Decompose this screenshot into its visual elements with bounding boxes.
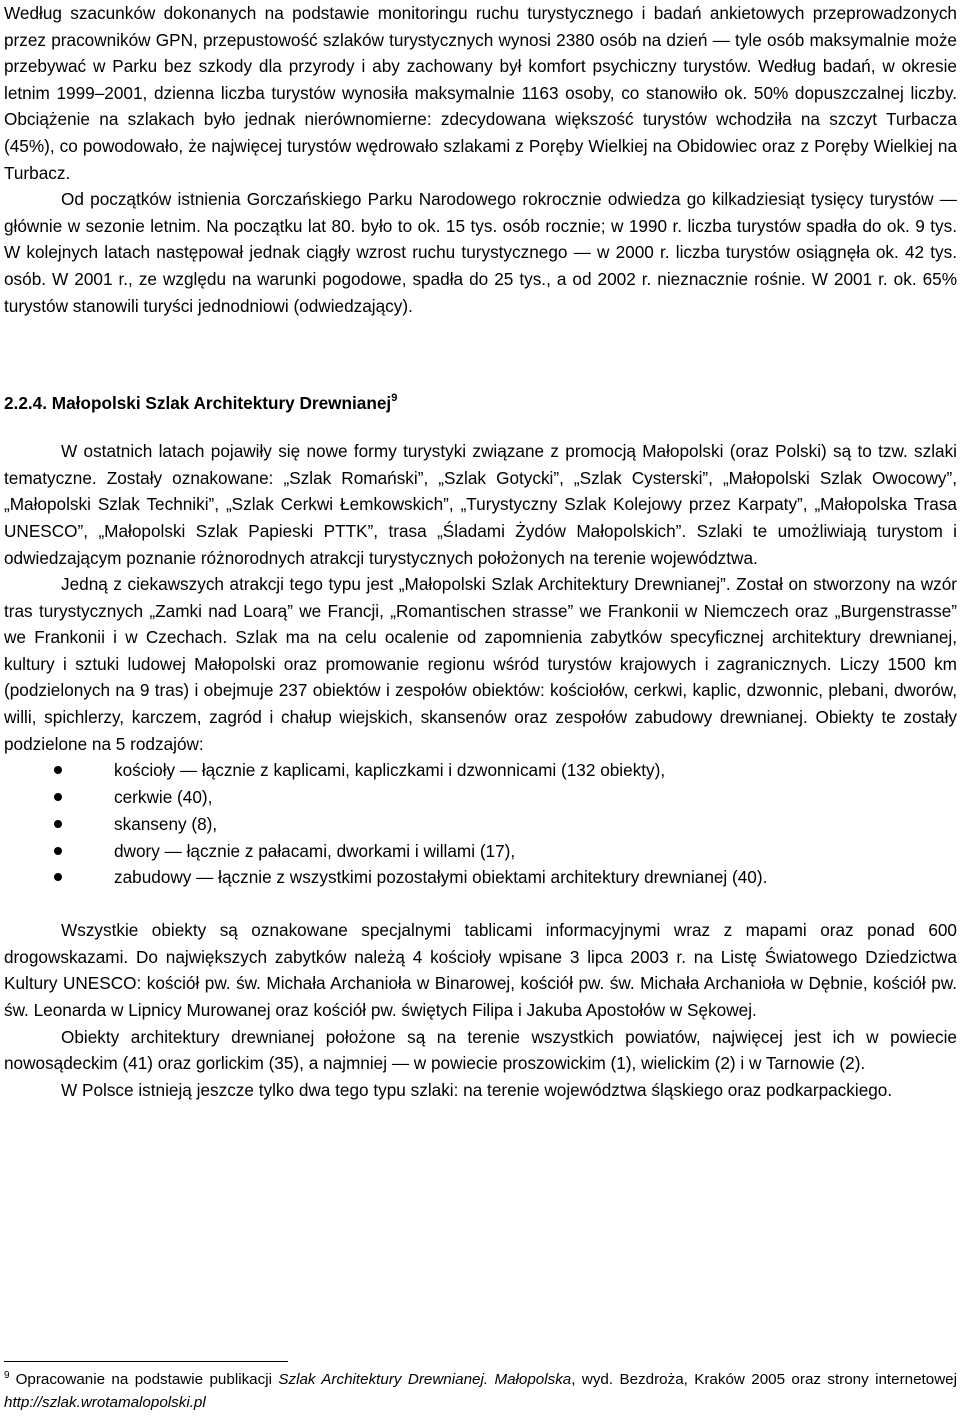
paragraph-gpn-capacity: Według szacunków dokonanych na podstawie monitoringu ruchu turystycznego i badań ankietowych przeprowadzonych przez pracowników GPN, przepustowość szlaków turystycznych wynosi 2380 osób na dzień — tyle osób maksymalnie może przebywać w Parku bez szkody dla przyrody i aby zachowany był komfort psychiczny turystów. Według badań, w okresie letnim 1999–2001, dzienna liczba turystów wynosiła maksymalnie 1163 osoby, co stanowiło ok. 50% dopuszczalnej liczby. Obciążenie na szlakach było jednak nierównomierne: zdecydowana większość turystów wchodziła na szczyt Turbacza (45%), co powodowało, że najwięcej turystów wędrowało szlakami z Poręby Wielkiej na Obidowiec oraz z Poręby Wielkiej na Turbacz. (4, 3, 957, 183)
footnote-reference: 9 (391, 392, 398, 405)
section-number: 2.2.4. (4, 393, 48, 414)
list-item: cerkwie (40), (4, 784, 957, 811)
object-types-list (4, 757, 957, 891)
footnote-url: http://szlak.wrotamalopolski.pl (4, 1394, 206, 1411)
list-item: skanseny (8), (4, 811, 957, 838)
section-heading (4, 390, 957, 416)
paragraph-gpn-visitors: Od początków istnienia Gorczańskiego Parku Narodowego rokrocznie odwiedza go kilkadziesiąt tysięcy turystów — głównie w sezonie letnim. Na początku lat 80. było to ok. 15 tys. osób rocznie; w 1990 r. liczba turystów spadła do ok. 9 tys. W kolejnych latach następował jednak ciągły wzrost ruchu turystycznego — w 2000 r. liczba turystów osiągnęła ok. 42 tys. osób. W 2001 r., ze względu na warunki pogodowe, spadła do 25 tys., a od 2002 r. nieznacznie rośnie. W 2001 r. ok. 65% turystów stanowili turyści jednodniowi (odwiedzający). (4, 189, 957, 316)
paragraph-districts: Obiekty architektury drewnianej położone są na terenie wszystkich powiatów, najwięcej jest ich w powiecie nowosądeckim (41) oraz gorlickim (35), a najmniej — w powiecie proszowickim (1), wielickim (2) i w Tarnowie (2). (4, 1026, 957, 1074)
paragraph-wooden-architecture-trail: Jedną z ciekawszych atrakcji tego typu jest „Małopolski Szlak Architektury Drewnianej”. Został on stworzony na wzór tras turystycznych „Zamki nad Loarą” we Francji, „Romantischen strasse” we Frankonii w Niemczech oraz „Burgenstrasse” we Frankonii i w Czechach. Szlak ma na celu ocalenie od zapomnienia zabytków specyficznej architektury drewnianej, kultury i sztuki ludowej Małopolski oraz promowanie regionu wśród turystów krajowych i zagranicznych. Liczy 1500 km (podzielonych na 9 tras) i obejmuje 237 obiektów i zespołów obiektów: kościołów, cerkwi, kaplic, dzwonnic, plebani, dworów, willi, spichlerzy, karczem, zagród i chałup wiejskich, skansenów oraz zespołów zabudowy drewnianej. Obiekty te zostały podzielone na 5 rodzajów: (4, 574, 957, 754)
list-item: dwory — łącznie z pałacami, dworkami i willami (17), (4, 838, 957, 865)
list-item: kościoły — łącznie z kaplicami, kapliczkami i dzwonnicami (132 obiekty), (4, 757, 957, 784)
bullet-icon (54, 793, 62, 801)
spacer (4, 416, 957, 438)
paragraph-signage-unesco: Wszystkie obiekty są oznakowane specjalnymi tablicami informacyjnymi wraz z mapami oraz ponad 600 drogowskazami. Do największych zabytków należą 4 kościoły wpisane 3 lipca 2003 r. na Listę Światowego Dziedzictwa Kultury UNESCO: kościół pw. św. Michała Archanioła w Binarowej, kościół pw. św. Michała Archanioła w Dębnie, kościół pw. św. Leonarda w Lipnicy Murowanej oraz kościół pw. świętych Filipa i Jakuba Apostołów w Sękowej. (4, 920, 957, 1021)
section-title-text: Małopolski Szlak Architektury Drewnianej (51, 393, 392, 414)
spacer (4, 891, 957, 917)
footnote-publication-title: Szlak Architektury Drewnianej. Małopolska (278, 1371, 572, 1388)
list-item: zabudowy — łącznie z wszystkimi pozostałymi obiektami architektury drewnianej (40). (4, 864, 957, 891)
footnote-number: 9 (4, 1370, 10, 1381)
bullet-icon (54, 847, 62, 855)
bullet-icon (54, 820, 62, 828)
paragraph-other-trails: W Polsce istnieją jeszcze tylko dwa tego typu szlaki: na terenie województwa śląskiego oraz podkarpackiego. (61, 1079, 893, 1100)
paragraph-thematic-trails: W ostatnich latach pojawiły się nowe formy turystyki związane z promocją Małopolski (oraz Polski) są to tzw. szlaki tematyczne. Zostały oznakowane: „Szlak Romański”, „Szlak Gotycki”, „Szlak Cysterski”, „Małopolski Szlak Owocowy”, „Małopolski Szlak Techniki”, „Szlak Cerkwi Łemkowskich”, „Turystyczny Szlak Kolejowy przez Karpaty”, „Małopolska Trasa UNESCO”, „Małopolski Szlak Papieski PTTK”, trasa „Śladami Żydów Małopolskich”. Szlaki te umożliwiają turystom i odwiedzającym poznanie różnorodnych atrakcji turystycznych położonych na terenie województwa. (4, 441, 957, 568)
document-page (4, 0, 957, 1103)
footnote: $^9$ Opracowanie na podstawie publikacji Szlak Architektury Drewnianej. Małopolska, wyd. Bezdroża, Kraków 2005 oraz strony internetowej http://szlak.wrotamalopolski.pl (4, 1370, 957, 1411)
footnote-separator (4, 1361, 288, 1362)
spacer (4, 319, 957, 390)
bullet-icon (54, 873, 62, 881)
bullet-icon (54, 766, 62, 774)
